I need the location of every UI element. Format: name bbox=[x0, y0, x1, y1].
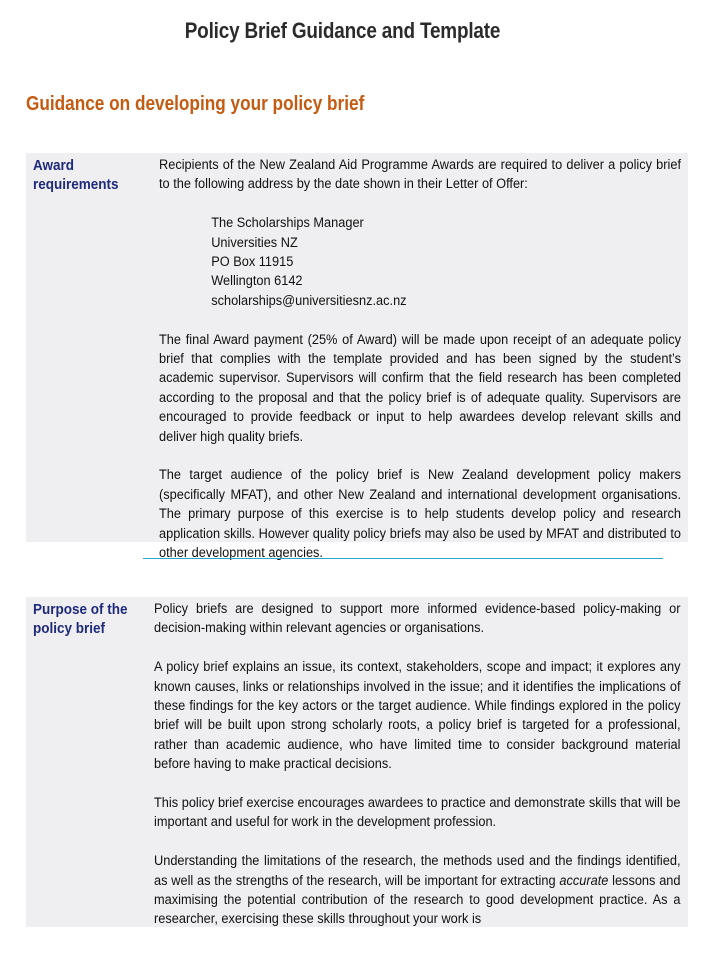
award-requirements-block bbox=[26, 153, 688, 562]
mailing-address bbox=[211, 214, 681, 311]
section-heading: Guidance on developing your policy brief bbox=[26, 93, 365, 115]
purpose-paragraph-4-start: Understanding the limitations of the research, the methods used and the findings identified, as well as the strengths of the research, will be important for extracting bbox=[154, 853, 681, 889]
award-requirements-body bbox=[159, 156, 681, 563]
address-line-email: scholarships@universitiesnz.ac.nz bbox=[211, 292, 407, 309]
purpose-paragraph-4-end: lessons and maximising the potential contribution of the research to good development practice. As a researcher, exercising these skills throughout your work is bbox=[154, 872, 681, 928]
section-divider bbox=[143, 558, 663, 559]
address-line-po-box: PO Box 11915 bbox=[211, 254, 294, 271]
award-requirements-label-text: Award requirements bbox=[33, 157, 119, 194]
purpose-paragraph-3: This policy brief exercise encourages awardees to practice and demonstrate skills that will be important and useful for work in the development profession. bbox=[154, 795, 681, 831]
purpose-paragraph-1: Policy briefs are designed to support more informed evidence-based policy-making or decision-making within relevant agencies or organisations. bbox=[154, 601, 681, 637]
purpose-label bbox=[33, 600, 132, 639]
purpose-label-text: Purpose of the policy brief bbox=[33, 601, 128, 638]
award-requirements-label bbox=[33, 156, 132, 195]
document-title: Policy Brief Guidance and Template bbox=[184, 18, 501, 43]
address-line-recipient: The Scholarships Manager bbox=[211, 215, 364, 232]
award-audience-paragraph: The target audience of the policy brief is New Zealand development policy makers (specifically MFAT), and other New Zealand and international development organisations. The primary purpose of this exercise is to help students develop policy and research application skills. However quality policy briefs may also be used by MFAT and distributed to other development agencies. bbox=[159, 467, 681, 562]
award-payment-paragraph: The final Award payment (25% of Award) will be made upon receipt of an adequate policy brief that complies with the template provided and has been signed by the student’s academic supervisor. Supervisors will confirm that the field research has been completed according to the proposal and that the policy brief is of adequate quality. Supervisors are encouraged to provide feedback or input to help awardees develop relevant skills and deliver high quality briefs. bbox=[159, 331, 681, 445]
purpose-paragraph-4 bbox=[154, 852, 681, 930]
purpose-paragraph-4-emphasis: accurate bbox=[559, 872, 609, 889]
award-intro-paragraph: Recipients of the New Zealand Aid Programme Awards are required to deliver a policy brief to the following address by the date shown in their Letter of Offer: bbox=[159, 157, 681, 193]
purpose-paragraph-2: A policy brief explains an issue, its context, stakeholders, scope and impact; it explores any known causes, links or relationships involved in the issue; and it identifies the implications of these findings for the key actors or the target audience. While findings explored in the policy brief will be built upon strong scholarly roots, a policy brief is targeted for a professional, rather than academic audience, who have limited time to consider background material before having to make practical decisions. bbox=[154, 659, 681, 773]
address-line-organisation: Universities NZ bbox=[211, 234, 298, 251]
address-line-city: Wellington 6142 bbox=[211, 273, 303, 290]
purpose-block bbox=[26, 597, 688, 927]
purpose-body bbox=[154, 600, 681, 930]
